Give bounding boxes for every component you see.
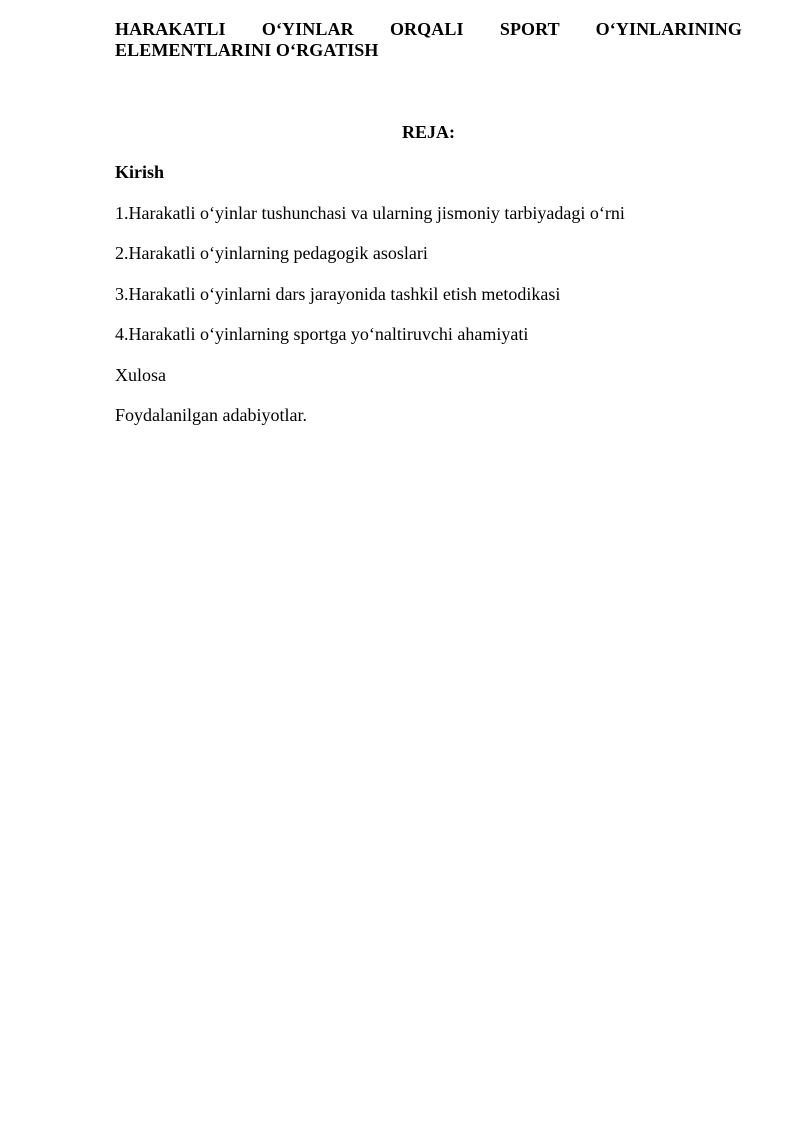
plan-list (115, 162, 742, 446)
document-title-line-1: HARAKATLI O‘YINLAR ORQALI SPORT O‘YINLARINING (115, 19, 742, 39)
document-title (115, 19, 742, 61)
plan-item-conclusion: Xulosa (115, 364, 166, 385)
plan-item-3: 3.Harakatli o‘yinlarni dars jarayonida tashkil etish metodikasi (115, 283, 561, 304)
plan-item-introduction: Kirish (115, 162, 165, 182)
plan-item-references: Foydalanilgan adabiyotlar. (115, 405, 307, 425)
plan-heading: REJA: (402, 122, 455, 142)
plan-item-4: 4.Harakatli o‘yinlarning sportga yo‘naltiruvchi ahamiyati (115, 324, 529, 344)
plan-item-1: 1.Harakatli o‘yinlar tushunchasi va ularning jismoniy tarbiyadagi o‘rni (115, 202, 625, 223)
document-title-line-2: ELEMENTLARINI O‘RGATISH (115, 40, 379, 60)
plan-item-2: 2.Harakatli o‘yinlarning pedagogik asoslari (115, 243, 428, 263)
